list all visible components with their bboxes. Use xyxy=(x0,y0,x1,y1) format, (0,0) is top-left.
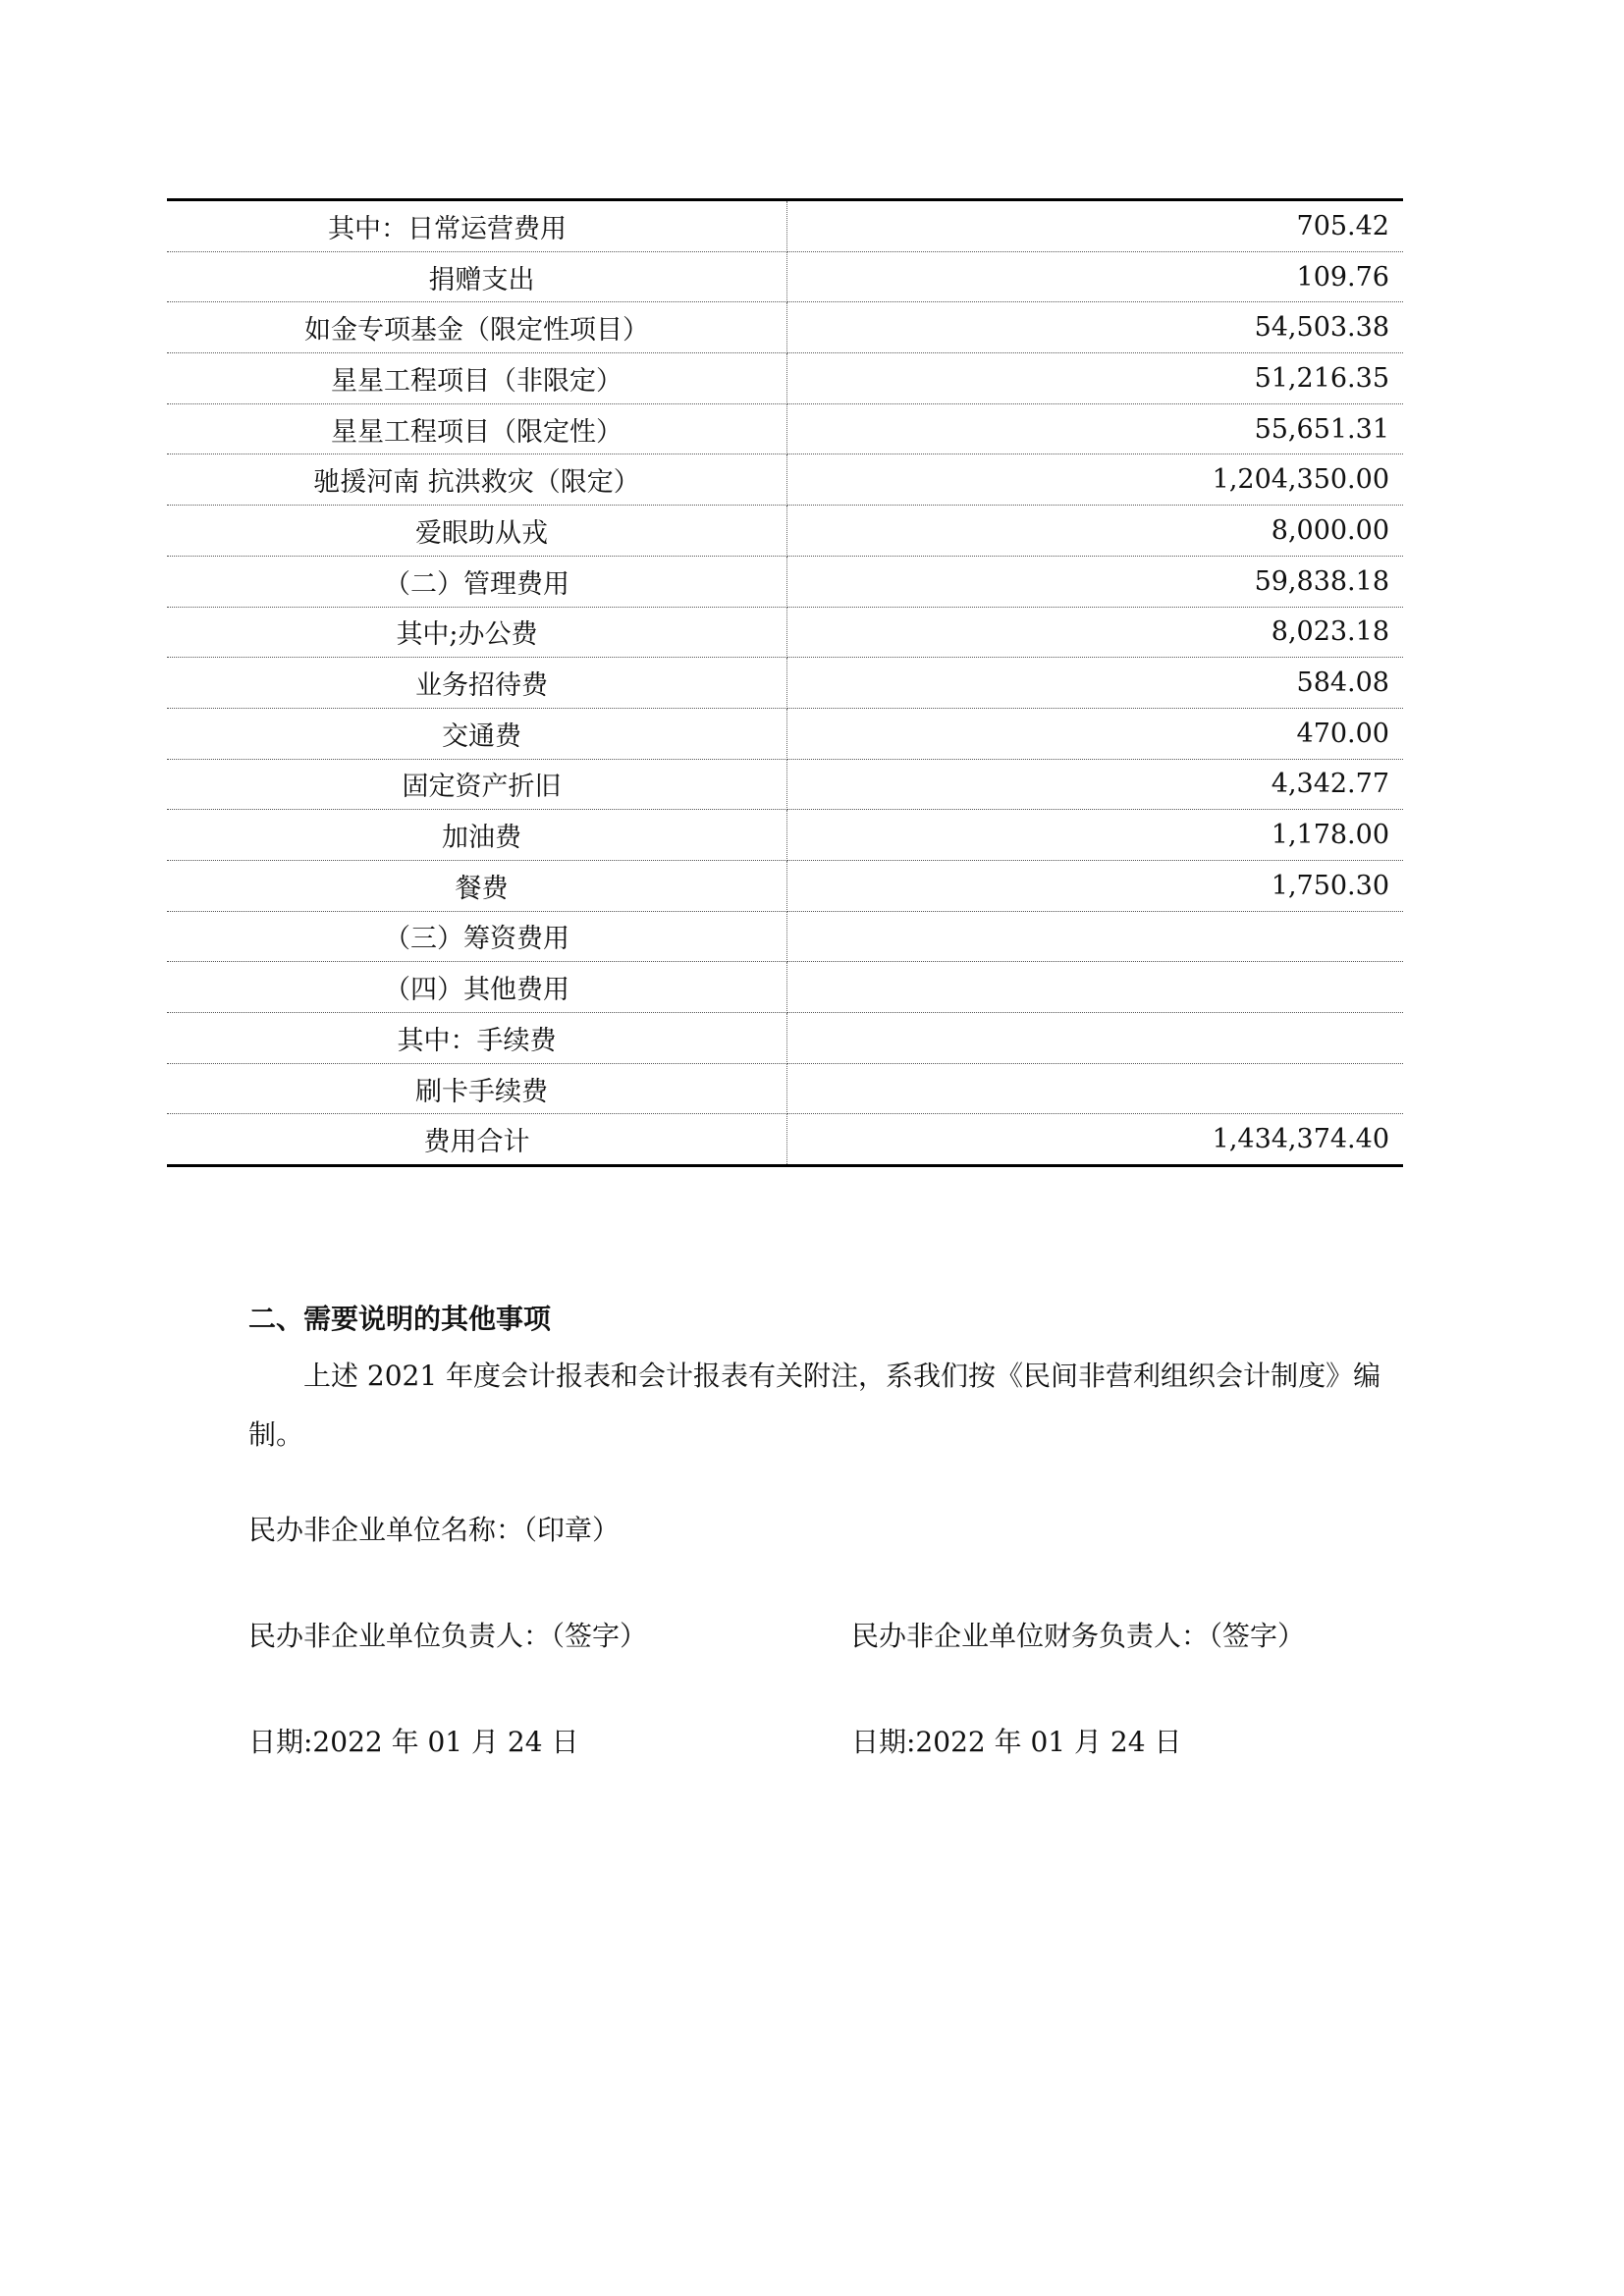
note-paragraph: 上述 2021 年度会计报表和会计报表有关附注，系我们按《民间非营利组织会计制度》编制。 xyxy=(248,1360,1381,1451)
row-label: 星星工程项目（非限定） xyxy=(167,353,787,404)
row-amount: 1,750.30 xyxy=(787,860,1404,911)
row-amount: 51,216.35 xyxy=(787,353,1404,404)
unit-name-line: 民办非企业单位名称：（印章） xyxy=(248,1514,621,1546)
row-label: 捐赠支出 xyxy=(167,251,787,302)
table-row xyxy=(167,607,1403,658)
row-label: （三）筹资费用 xyxy=(167,911,787,962)
table-row xyxy=(167,658,1403,709)
row-amount: 54,503.38 xyxy=(787,302,1404,353)
table-row xyxy=(167,911,1403,962)
row-amount: 470.00 xyxy=(787,708,1404,759)
table-row xyxy=(167,454,1403,506)
row-amount: 8,000.00 xyxy=(787,506,1404,557)
table-row xyxy=(167,962,1403,1013)
unit-head-signature: 民办非企业单位负责人：（签字） xyxy=(248,1620,648,1652)
row-amount xyxy=(787,1013,1404,1064)
row-amount: 1,434,374.40 xyxy=(787,1114,1404,1166)
expense-table-body xyxy=(167,200,1403,1166)
row-label: 交通费 xyxy=(167,708,787,759)
table-row-total xyxy=(167,1114,1403,1166)
row-label: 驰援河南 抗洪救灾（限定） xyxy=(167,454,787,506)
table-row xyxy=(167,708,1403,759)
row-label: 爱眼助从戎 xyxy=(167,506,787,557)
row-amount: 1,178.00 xyxy=(787,810,1404,861)
row-label: 费用合计 xyxy=(167,1114,787,1166)
table-row xyxy=(167,251,1403,302)
row-label: 如金专项基金（限定性项目） xyxy=(167,302,787,353)
expense-table xyxy=(167,198,1403,1167)
row-label: 其中;办公费 xyxy=(167,607,787,658)
row-amount: 8,023.18 xyxy=(787,607,1404,658)
table-row xyxy=(167,403,1403,454)
finance-head-signature: 民办非企业单位财务负责人：（签字） xyxy=(851,1620,1306,1652)
table-row xyxy=(167,1013,1403,1064)
row-label: 其中：日常运营费用 xyxy=(167,200,787,252)
date-left: 日期:2022 年 01 月 24 日 xyxy=(248,1726,579,1758)
row-label: 其中：手续费 xyxy=(167,1013,787,1064)
row-label: 餐费 xyxy=(167,860,787,911)
row-amount xyxy=(787,962,1404,1013)
date-right: 日期:2022 年 01 月 24 日 xyxy=(851,1726,1182,1758)
row-amount: 55,651.31 xyxy=(787,403,1404,454)
row-label: 加油费 xyxy=(167,810,787,861)
row-label: 星星工程项目（限定性） xyxy=(167,403,787,454)
row-label: （二）管理费用 xyxy=(167,556,787,607)
table-row xyxy=(167,506,1403,557)
table-row xyxy=(167,810,1403,861)
row-amount: 109.76 xyxy=(787,251,1404,302)
row-amount: 59,838.18 xyxy=(787,556,1404,607)
row-amount: 1,204,350.00 xyxy=(787,454,1404,506)
table-row xyxy=(167,556,1403,607)
table-row xyxy=(167,759,1403,810)
table-row xyxy=(167,1063,1403,1114)
row-label: （四）其他费用 xyxy=(167,962,787,1013)
table-row xyxy=(167,200,1403,252)
row-label: 固定资产折旧 xyxy=(167,759,787,810)
table-row xyxy=(167,353,1403,404)
row-amount: 584.08 xyxy=(787,658,1404,709)
row-label: 刷卡手续费 xyxy=(167,1063,787,1114)
table-row xyxy=(167,302,1403,353)
row-amount: 4,342.77 xyxy=(787,759,1404,810)
row-amount xyxy=(787,911,1404,962)
row-amount: 705.42 xyxy=(787,200,1404,252)
row-label: 业务招待费 xyxy=(167,658,787,709)
section-title: 二、需要说明的其他事项 xyxy=(248,1303,552,1335)
row-amount xyxy=(787,1063,1404,1114)
table-row xyxy=(167,860,1403,911)
